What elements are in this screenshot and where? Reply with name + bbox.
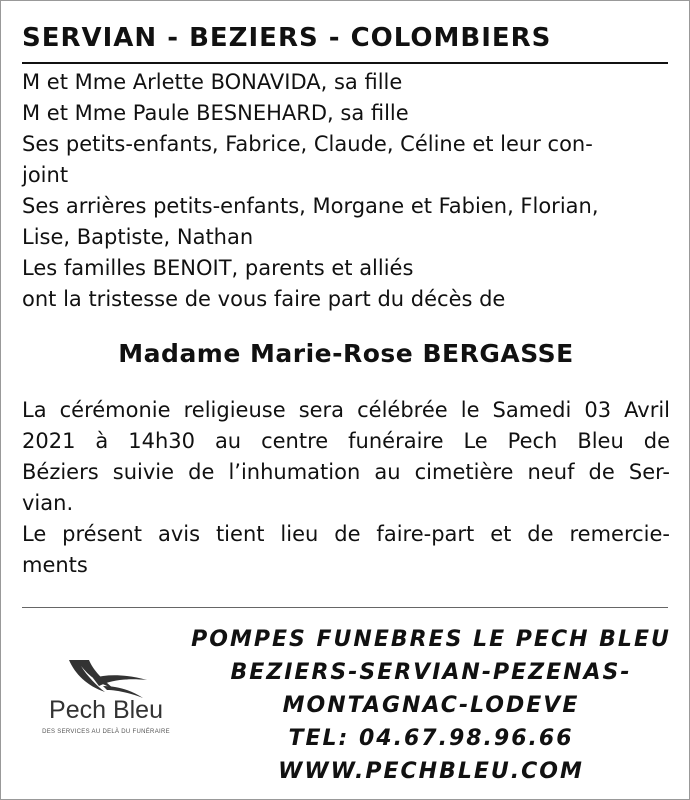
- family-line: Ses arrières petits-enfants, Morgane et Fabien, Florian,: [22, 194, 599, 218]
- pech-bleu-logo: [21, 656, 191, 746]
- family-line: Lise, Baptiste, Nathan: [22, 225, 254, 249]
- family-line: M et Mme Paule BESNEHARD, sa fille: [22, 101, 409, 125]
- funeral-home-locations: MONTAGNAC-LODEVE: [282, 693, 580, 718]
- logo-wordmark: Pech Bleu: [49, 696, 163, 724]
- footer-divider: [22, 607, 668, 608]
- deceased-name: Madame Marie-Rose BERGASSE: [118, 339, 574, 368]
- family-line: ont la tristesse de vous faire part du décès de: [22, 287, 506, 311]
- family-line: Les familles BENOIT, parents et alliés: [22, 256, 414, 280]
- ceremony-line: Le présent avis tient lieu de faire-part et de remercie-: [22, 522, 670, 546]
- funeral-home-website: WWW.PECHBLEU.COM: [278, 759, 584, 784]
- funeral-home-name: POMPES FUNEBRES LE PECH BLEU: [191, 627, 671, 652]
- ceremony-line: La cérémonie religieuse sera célébrée le Samedi 03 Avril: [22, 398, 670, 422]
- ceremony-text: [22, 395, 670, 581]
- family-line: joint: [22, 163, 69, 187]
- funeral-home-phone: TEL: 04.67.98.96.66: [288, 726, 574, 751]
- logo-tagline: DES SERVICES AU DELÀ DU FUNÉRAIRE: [42, 729, 170, 735]
- ceremony-line: 2021 à 14h30 au centre funéraire Le Pech Bleu de: [22, 429, 670, 453]
- locality-header: SERVIAN - BEZIERS - COLOMBIERS: [22, 23, 552, 53]
- ceremony-line: vian.: [22, 491, 74, 515]
- ceremony-line: ments: [22, 553, 88, 577]
- family-list: [22, 67, 670, 315]
- funeral-home-info: [171, 623, 690, 788]
- header-divider: [22, 62, 668, 64]
- funeral-home-locations: BEZIERS-SERVIAN-PEZENAS-: [230, 660, 632, 685]
- family-line: M et Mme Arlette BONAVIDA, sa fille: [22, 70, 403, 94]
- bird-wing-icon: [63, 656, 149, 700]
- family-line: Ses petits-enfants, Fabrice, Claude, Céline et leur con-: [22, 132, 593, 156]
- ceremony-line: Béziers suivie de l’inhumation au cimetière neuf de Ser-: [22, 460, 670, 484]
